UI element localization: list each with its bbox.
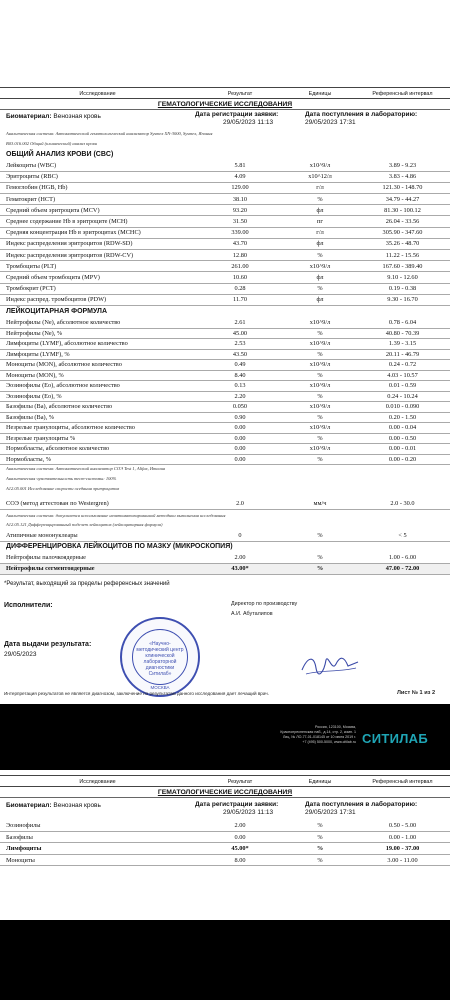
row-value: 0.00 [234,455,246,463]
row-unit: x10^9/л [309,262,331,270]
table-row [0,413,450,424]
row-name: Индекс распределения эритроцитов (RDW-SD) [6,240,133,248]
row-value: 8.00 [234,856,246,864]
row-value: 2.61 [234,319,246,326]
table-row [0,295,450,306]
row-ref: 40.80 - 70.39 [385,329,420,337]
row-ref: 4.03 - 10.57 [387,371,418,379]
row-ref: 35.26 - 48.70 [385,240,420,248]
row-ref: 0.78 - 6.04 [388,319,417,326]
row-ref: 3.89 - 9.23 [388,162,417,169]
row-unit: мм/ч [313,500,327,507]
table-header-2: Исследование Результат Единицы Референсный интервал [0,775,450,787]
row-value: 0.28 [234,285,246,293]
row-name: Нейтрофилы палочкоядерные [6,554,86,561]
row-value: 2.20 [234,392,246,400]
table-row [0,564,450,575]
lab-arrival-date: Дата поступления в лабораторию: 29/05/2023 17:31 [305,111,418,126]
row-value: 2.00 [234,554,246,561]
row-unit: фл [316,274,324,281]
row-value: 4.09 [234,173,246,181]
table-row [0,381,450,392]
row-name: Лимфоциты (LYMF), % [6,350,70,358]
table-row [0,856,450,867]
row-unit: % [317,392,323,400]
row-unit: % [317,251,323,259]
row-ref: 26.04 - 33.56 [385,218,420,225]
table-row [0,371,450,382]
row-ref: 47.00 - 72.00 [385,565,420,572]
row-unit: % [317,285,323,293]
row-name: Гемоглобин (HGB, Hb) [6,184,68,192]
table-row [0,455,450,466]
row-name: Нейтрофилы сегментоядерные [6,565,95,572]
row-ref: 9.30 - 16.70 [387,296,418,304]
group-cbc: ОБЩИЙ АНАЛИЗ КРОВИ (CBC) [6,151,114,158]
code-note: В03.016.002 Общий (клинический) анализ крови [6,141,97,146]
row-value: 261.00 [231,262,249,270]
row-name: Нейтрофилы (Ne), % [6,329,63,337]
row-name: Нормобласты, абсолютное количество [6,445,110,452]
row-ref: 11.22 - 15.56 [385,251,420,259]
col-ref-header: Референсный интервал [372,90,433,97]
row-unit: % [317,434,323,442]
row-unit: г/л [316,184,324,192]
row-name: Моноциты [6,856,35,864]
col-result-header: Результат [227,90,253,97]
table-row [0,350,450,361]
row-value: 0.49 [234,361,246,368]
table-row [0,531,450,542]
row-value: 0.00 [234,424,246,431]
row-unit: % [317,413,323,421]
table-row [0,217,450,228]
row-name: Нормобласты, % [6,455,52,463]
row-ref: 0.24 - 10.24 [387,392,418,400]
row-ref: 0.19 - 0.38 [388,285,417,293]
row-ref: 0.00 - 1.00 [388,833,417,841]
table-row [0,318,450,329]
row-ref: 2.0 - 30.0 [390,500,415,507]
row-name: Индекс распред. тромбоцитов (PDW) [6,296,107,304]
row-name: Эритроциты (RBC) [6,173,58,181]
row-unit: x10^9/л [309,361,331,368]
table-row [0,402,450,413]
row-ref: 3.83 - 4.86 [388,173,417,181]
row-unit: % [317,329,323,337]
row-unit: x10^9/л [309,340,331,347]
group-leukocyte-formula: ЛЕЙКОЦИТАРНАЯ ФОРМУЛА [6,308,108,315]
row-name: Базофилы (Ba), абсолютное количество [6,403,113,410]
row-value: 0.90 [234,413,246,421]
row-unit: x10^12/л [308,173,332,181]
biomaterial: Биоматериал: Венозная кровь [6,113,101,120]
row-unit: пг [317,218,323,225]
row-value: 11.70 [233,296,247,304]
row-value: 339.00 [231,229,249,237]
table-row [0,499,450,510]
stamp-text: «Научно-методический центр клинической лабораторной диагностики Ситилаб» [136,641,184,677]
row-name: Среднее содержание Hb в эритроците (MCH) [6,218,128,225]
row-unit: % [317,195,323,203]
group-differential: ДИФФЕРЕНЦИРОВКА ЛЕЙКОЦИТОВ ПО МАЗКУ (МИКРОСКОПИЯ) [6,543,233,550]
esr-note-1: Аналитическая система: Автоматический анализатор СОЭ Test 1, Alifax, Италия [6,466,165,471]
row-value: 43.50 [232,350,248,358]
row-unit: % [317,856,323,864]
row-name: Средняя концентрация Hb в эритроцитах (MCHC) [6,229,141,237]
table-header [0,87,450,99]
row-value: 38.10 [232,195,248,203]
row-name: Моноциты (MON), % [6,371,64,379]
registration-date: Дата регистрации заявки: 29/05/2023 11:13 [195,111,279,126]
row-ref: 0.00 - 0.01 [388,445,417,452]
row-ref: 19.00 - 37.00 [385,845,420,852]
row-ref: 0.24 - 0.72 [388,361,417,368]
esr-note-2: Аналитическая чувствительность тест-системы: 100% [6,476,117,481]
row-ref: 121.30 - 148.70 [382,184,423,192]
row-ref: 0.20 - 1.50 [388,413,417,421]
row-name: Лимфоциты [6,845,42,852]
row-name: Лейкоциты (WBC) [6,162,57,169]
bottom-black-area [0,920,450,1000]
stamp-city: МОСКВА [150,685,170,690]
row-unit: % [317,455,323,463]
table-row [0,821,450,832]
row-name: Эозинофилы (Eo), абсолютное количество [6,382,120,389]
row-unit: % [317,822,323,829]
row-ref: 9.10 - 12.60 [387,274,418,281]
registration-date-2: Дата регистрации заявки: 29/05/2023 11:13 [195,801,279,816]
row-name: Атипичные мононуклеары [6,532,78,539]
biomaterial-2: Биоматериал: Венозная кровь [6,802,101,809]
row-value: 93.20 [232,206,248,214]
table-row [0,423,450,434]
row-ref: 305.90 - 347.60 [382,229,423,237]
row-value: 45.00 [232,329,248,337]
row-value: 43.00* [231,565,249,572]
table-row [0,172,450,183]
row-value: 5.81 [234,162,246,169]
row-name: Средний объем эритроцита (MCV) [6,206,100,214]
col-units-header: Единицы [308,90,332,97]
table-row [0,329,450,340]
disclaimer: Интерпретация результатов не является диагнозом, заключение по результатам данного исследования дает лечащий врач. [4,691,269,696]
citilab-logo: СИТИЛАБ [362,731,428,746]
table-row [0,339,450,350]
row-value: 2.53 [234,340,246,347]
table-row [0,553,450,564]
table-row [0,195,450,206]
row-value: 43.70 [232,240,248,248]
row-unit: фл [316,240,324,248]
table-row [0,434,450,445]
table-row [0,392,450,403]
row-name: Незрелые гранулоциты, абсолютное количество [6,424,135,431]
row-ref: 0.010 - 0.090 [385,403,420,410]
row-ref: 0.00 - 0.04 [388,424,417,431]
director-title: Директор по производству [231,601,298,607]
row-unit: % [317,371,323,379]
row-ref: 3.00 - 11.00 [387,856,418,864]
row-value: 0.00 [234,833,246,841]
signature-icon [300,650,360,680]
row-unit: % [317,532,323,539]
row-ref: 34.79 - 44.27 [385,195,420,203]
lab-stamp [120,617,200,697]
director-name: А.И. Абуталипов [231,611,273,617]
row-name: Средний объем тромбоцита (MPV) [6,274,100,281]
table-row [0,228,450,239]
row-name: Базофилы (Ba), % [6,413,54,421]
table-row [0,183,450,194]
row-ref: 1.39 - 3.15 [388,340,417,347]
row-value: 129.00 [231,184,249,192]
row-name: СОЭ (метод аттестован по Westergren) [6,500,109,507]
row-unit: фл [316,206,324,214]
row-ref: 1.00 - 6.00 [388,554,417,561]
row-value: 0.00 [234,445,246,452]
row-name: Эозинофилы [6,822,41,829]
table-row [0,284,450,295]
row-unit: x10^9/л [309,319,331,326]
row-name: Лимфоциты (LYMF), абсолютное количество [6,340,128,347]
table-row [0,161,450,172]
row-name: Гематокрит (HCT) [6,195,56,203]
table-row [0,844,450,855]
row-value: 2.00 [234,822,246,829]
row-value: 0.00 [234,434,246,442]
issue-date-label: Дата выдачи результата: [4,641,92,648]
row-unit: г/л [316,229,324,237]
row-value: 0 [238,532,242,539]
mono-note-2: А12.05.121 Дифференцированный подсчет лейкоцитов (лейкоцитарная формула) [6,522,163,527]
footnote: *Результат, выходящий за пределы референсных значений [4,581,170,587]
section-title: ГЕМАТОЛОГИЧЕСКИЕ ИССЛЕДОВАНИЯ [0,100,450,110]
row-name: Тромбоциты (PLT) [6,262,57,270]
sheet-number: Лист № 1 из 2 [397,690,436,696]
table-row [0,239,450,250]
section-title-2: ГЕМАТОЛОГИЧЕСКИЕ ИССЛЕДОВАНИЯ [0,788,450,798]
row-name: Нейтрофилы (Ne), абсолютное количество [6,319,121,326]
row-unit: x10^9/л [309,403,331,410]
table-row [0,360,450,371]
row-ref: 20.11 - 46.79 [385,350,420,358]
row-value: 0.050 [232,403,248,410]
row-ref: 0.50 - 5.00 [388,822,417,829]
lab-arrival-date-2: Дата поступления в лабораторию: 29/05/2023 17:31 [305,801,418,816]
row-unit: x10^9/л [309,162,331,169]
row-unit: фл [316,296,324,304]
row-ref: 0.01 - 0.59 [388,382,417,389]
row-unit: % [316,845,324,852]
row-name: Незрелые гранулоциты % [6,434,76,442]
row-ref: 81.30 - 100.12 [384,206,421,214]
table-row [0,251,450,262]
row-value: 10.60 [232,274,248,281]
row-name: Индекс распределения эритроцитов (RDW-CV) [6,251,134,259]
row-ref: 0.00 - 0.50 [388,434,417,442]
row-unit: % [317,350,323,358]
row-value: 0.13 [234,382,246,389]
row-unit: x10^9/л [309,424,331,431]
analyzer-note: Аналитическая система: Автоматический гематологический анализатор Sysmex XN-3000, Sysmex, Япония [6,131,213,136]
issue-date: 29/05/2023 [4,651,37,658]
row-value: 45.00* [231,845,249,852]
table-row [0,444,450,455]
table-row [0,206,450,217]
lab-address: Россия, 123100, Москва, Краснопресненская наб., д.14, стр. 2, комн. 1 Лиц. № ЛО-77-01-018145 от 10 июня 2019 г. +7 (495) 500-5000, www.citilab.ru [280,725,356,744]
table-row [0,262,450,273]
row-name: Моноциты (MON), абсолютное количество [6,361,122,368]
row-ref: 167.60 - 389.40 [382,262,423,270]
row-ref: < 5 [398,532,407,539]
table-row [0,833,450,844]
row-unit: x10^9/л [309,445,331,452]
row-name: Тромбокрит (PCT) [6,285,56,293]
row-value: 8.40 [234,371,246,379]
row-unit: x10^9/л [309,382,331,389]
row-value: 31.50 [232,218,248,225]
row-name: Эозинофилы (Eo), % [6,392,62,400]
row-value: 12.80 [232,251,248,259]
esr-note-3: А12.05.001 Исследование скорости оседания эритроцитов [6,486,120,491]
row-unit: % [317,833,323,841]
mono-note-1: Аналитическая система: допускается использование неавтоматизированной методики выполнения исследования [6,513,226,518]
row-unit: % [317,554,323,561]
table-row [0,273,450,284]
row-value: 2.0 [236,500,244,507]
col-study-header: Исследование [79,90,116,97]
row-ref: 0.00 - 0.20 [388,455,417,463]
executors-label: Исполнители: [4,602,53,609]
row-unit: % [316,565,324,572]
row-name: Базофилы [6,833,33,841]
